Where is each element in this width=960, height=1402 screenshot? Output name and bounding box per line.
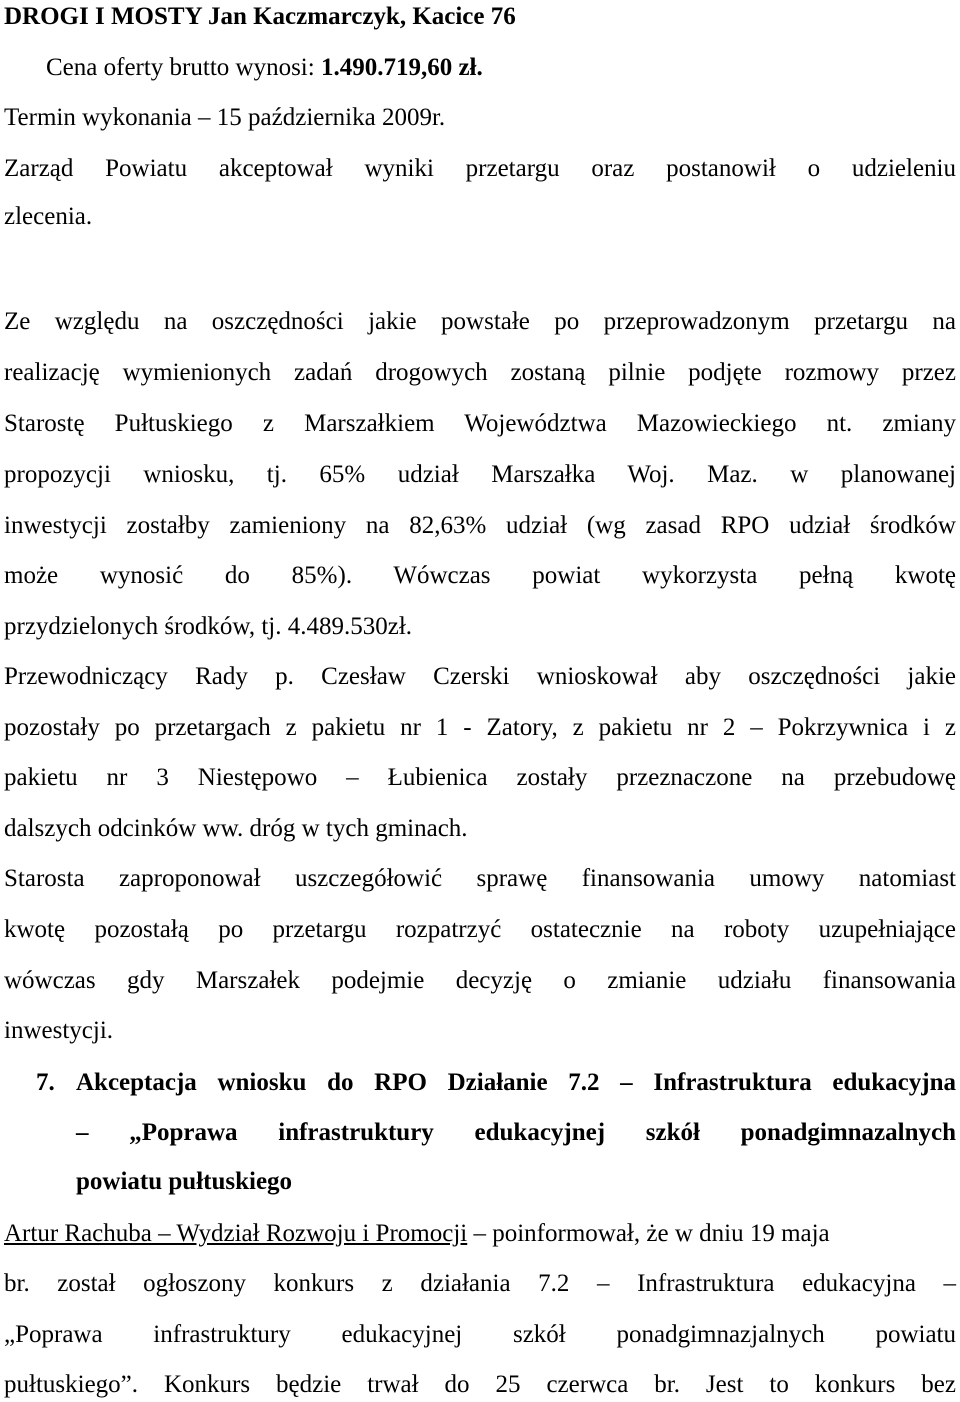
chairman-line-4: dalszych odcinków ww. dróg w tych gminach. — [4, 815, 468, 842]
savings-line-3: Starostę Pułtuskiego z Marszałkiem Województwa Mazowieckiego nt. zmiany — [4, 410, 956, 437]
section-body-line-2: „Poprawa infrastruktury edukacyjnej szkół ponadgimnazjalnych powiatu — [4, 1321, 956, 1348]
decision-line-1: Zarząd Powiatu akceptował wyniki przetargu oraz postanowił o udzieleniu — [4, 155, 956, 182]
section-title-line-2: – „Poprawa infrastruktury edukacyjnej szkół ponadgimnazalnych — [76, 1119, 956, 1146]
savings-line-4: propozycji wniosku, tj. 65% udział Marszałka Woj. Maz. w planowanej — [4, 461, 956, 488]
savings-line-1: Ze względu na oszczędności jakie powstałe po przeprowadzonym przetargu na — [4, 308, 956, 335]
savings-line-2: realizację wymienionych zadań drogowych zostaną pilnie podjęte rozmowy przez — [4, 359, 956, 386]
decision-line-2: zlecenia. — [4, 203, 93, 230]
section-title-line-3: powiatu pułtuskiego — [76, 1168, 293, 1195]
offer-price-value: 1.490.719,60 zł. — [320, 54, 483, 81]
chairman-line-1: Przewodniczący Rady p. Czesław Czerski wnioskował aby oszczędności jakie — [4, 663, 956, 690]
starosta-line-3: wówczas gdy Marszałek podejmie decyzję o zmianie udziału finansowania — [4, 967, 956, 994]
chairman-line-3: pakietu nr 3 Niestępowo – Łubienica zostały przeznaczone na przebudowę — [4, 764, 956, 791]
completion-deadline: Termin wykonania – 15 października 2009r. — [4, 104, 446, 131]
speaker-name: Artur Rachuba – Wydział Rozwoju i Promocji — [4, 1220, 468, 1247]
starosta-line-1: Starosta zaproponował uszczegółowić sprawę finansowania umowy natomiast — [4, 865, 956, 892]
speaker-rest: – poinformował, że w dniu 19 maja — [467, 1220, 830, 1247]
savings-line-5: inwestycji zostałby zamieniony na 82,63% udział (wg zasad RPO udział środków — [4, 512, 956, 539]
section-body-line-1: br. został ogłoszony konkurs z działania 7.2 – Infrastruktura edukacyjna – — [4, 1270, 956, 1297]
section-body-line-3: pułtuskiego”. Konkurs będzie trwał do 25 czerwca br. Jest to konkurs bez — [4, 1371, 956, 1398]
savings-line-7: przydzielonych środków, tj. 4.489.530zł. — [4, 613, 413, 640]
offer-price — [46, 53, 956, 83]
starosta-line-4: inwestycji. — [4, 1017, 114, 1044]
section-title-line-1: Akceptacja wniosku do RPO Działanie 7.2 – Infrastruktura edukacyjna — [76, 1069, 956, 1096]
starosta-line-2: kwotę pozostałą po przetargu rozpatrzyć ostatecznie na roboty uzupełniające — [4, 916, 956, 943]
section-number: 7. — [36, 1069, 55, 1096]
chairman-line-2: pozostały po przetargach z pakietu nr 1 - Zatory, z pakietu nr 2 – Pokrzywnica i z — [4, 714, 956, 741]
savings-line-6: może wynosić do 85%). Wówczas powiat wykorzysta pełną kwotę — [4, 562, 956, 589]
offer-price-label: Cena oferty brutto wynosi: — [46, 54, 321, 81]
company-name: DROGI I MOSTY Jan Kaczmarczyk, Kacice 76 — [4, 3, 516, 30]
speaker-line — [4, 1219, 956, 1249]
